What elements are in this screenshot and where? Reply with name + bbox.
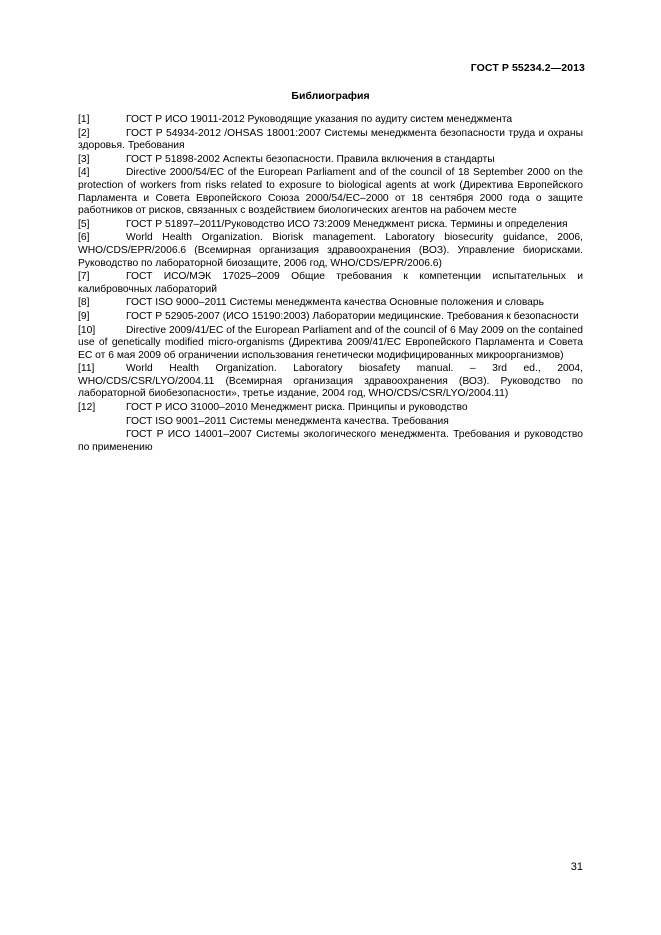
bibliography-list — [46, 114, 583, 455]
entry-text: ГОСТ Р 51898-2002 Аспекты безопасности. Правила включения в стандарты — [126, 153, 495, 165]
entry-text: Directive 2000/54/EC of the European Parliament and of the council of 18 September 2000 on the protection of workers from risks related to exposure to biological agents at work (Директива Европейского Парламента и Совета Европейского Союза 2000/54/EC–2000 от 18 сентября 2000 года о защите работников от рисков, связанных с воздействием биологических агентов на рабочем месте — [78, 167, 583, 217]
document-standard-header: ГОСТ Р 55234.2—2013 — [470, 62, 585, 74]
entry-text: Directive 2009/41/EC of the European Parliament and of the council of 6 May 2009 on the contained use of genetically modified micro-organisms (Директива 2009/41/EC Европейского Парламента и Совета ЕС от 6 мая 2009 об ограничении использования генетически модифицированных микроорганизмов) — [78, 324, 583, 361]
entry-number: [3] — [78, 153, 90, 165]
entry-number: [11] — [78, 363, 95, 375]
bibliography-entry — [46, 219, 583, 232]
bibliography-entry — [46, 363, 583, 401]
bibliography-entry — [46, 311, 583, 324]
page-title: Библиография — [291, 90, 370, 102]
entry-number: [7] — [78, 271, 90, 283]
entry-text: ГОСТ ISO 9000–2011 Системы менеджмента качества Основные положения и словарь — [126, 297, 544, 309]
bibliography-entry — [46, 429, 583, 454]
entry-text: ГОСТ Р 52905-2007 (ИСО 15190:2003) Лаборатории медицинские. Требования к безопасности — [126, 310, 579, 322]
bibliography-entry — [46, 232, 583, 270]
bibliography-entry — [46, 297, 583, 310]
entry-text: World Health Organization. Biorisk management. Laboratory biosecurity guidance, 2006, WHO/CDS/EPR/2006.6 (Всемирная организация здравоохранения (ВОЗ). Управление биорисками. Руководство по лабораторной биозащите, 2006 год, WHO/CDS/EPR/2006.6) — [78, 232, 583, 269]
entry-number: [6] — [78, 232, 90, 244]
entry-number: [10] — [78, 324, 96, 336]
entry-text: World Health Organization. Laboratory biosafety manual. – 3rd ed., 2004, WHO/CDS/CSR/LYO/2004.11 (Всемирная организация здравоохранения (ВОЗ). Руководство по лабораторной биобезопасности», третье издание, 2004 год, WHO/CDS/CSR/LYO/2004.11) — [78, 363, 583, 400]
entry-number: [2] — [78, 127, 90, 139]
page-number: 31 — [570, 861, 583, 873]
bibliography-entry — [46, 128, 583, 153]
bibliography-entry — [46, 325, 583, 363]
entry-text: ГОСТ ИСО/МЭК 17025–2009 Общие требования к компетенции испытательных и калибровочных лабораторий — [78, 271, 583, 295]
bibliography-entry — [46, 114, 583, 127]
bibliography-entry — [46, 271, 583, 296]
entry-text: ГОСТ Р 54934-2012 /OHSAS 18001:2007 Системы менеджмента безопасности труда и охраны здоровья. Требования — [78, 127, 583, 152]
entry-text: ГОСТ Р 51897–2011/Руководство ИСО 73:2009 Менеджмент риска. Термины и определения — [126, 218, 568, 230]
bibliography-entry — [46, 154, 583, 167]
entry-number: [4] — [78, 167, 90, 179]
entry-number: [9] — [78, 310, 90, 322]
bibliography-entry — [46, 167, 583, 217]
entry-text: ГОСТ Р ИСО 14001–2007 Системы экологического менеджмента. Требования и руководство по применению — [78, 429, 583, 453]
entry-number: [5] — [78, 218, 90, 230]
entry-number: [1] — [78, 114, 90, 125]
bibliography-entry — [46, 416, 583, 429]
entry-text: ГОСТ Р ИСО 31000–2010 Менеджмент риска. Принципы и руководство — [126, 402, 468, 414]
entry-number: [8] — [78, 297, 90, 309]
entry-number: [12] — [78, 402, 96, 414]
entry-text: ГОСТ ISO 9001–2011 Системы менеджмента качества. Требования — [126, 415, 449, 427]
bibliography-entry — [46, 402, 583, 415]
entry-text: ГОСТ Р ИСО 19011-2012 Руководящие указания по аудиту систем менеджмента — [126, 114, 513, 125]
